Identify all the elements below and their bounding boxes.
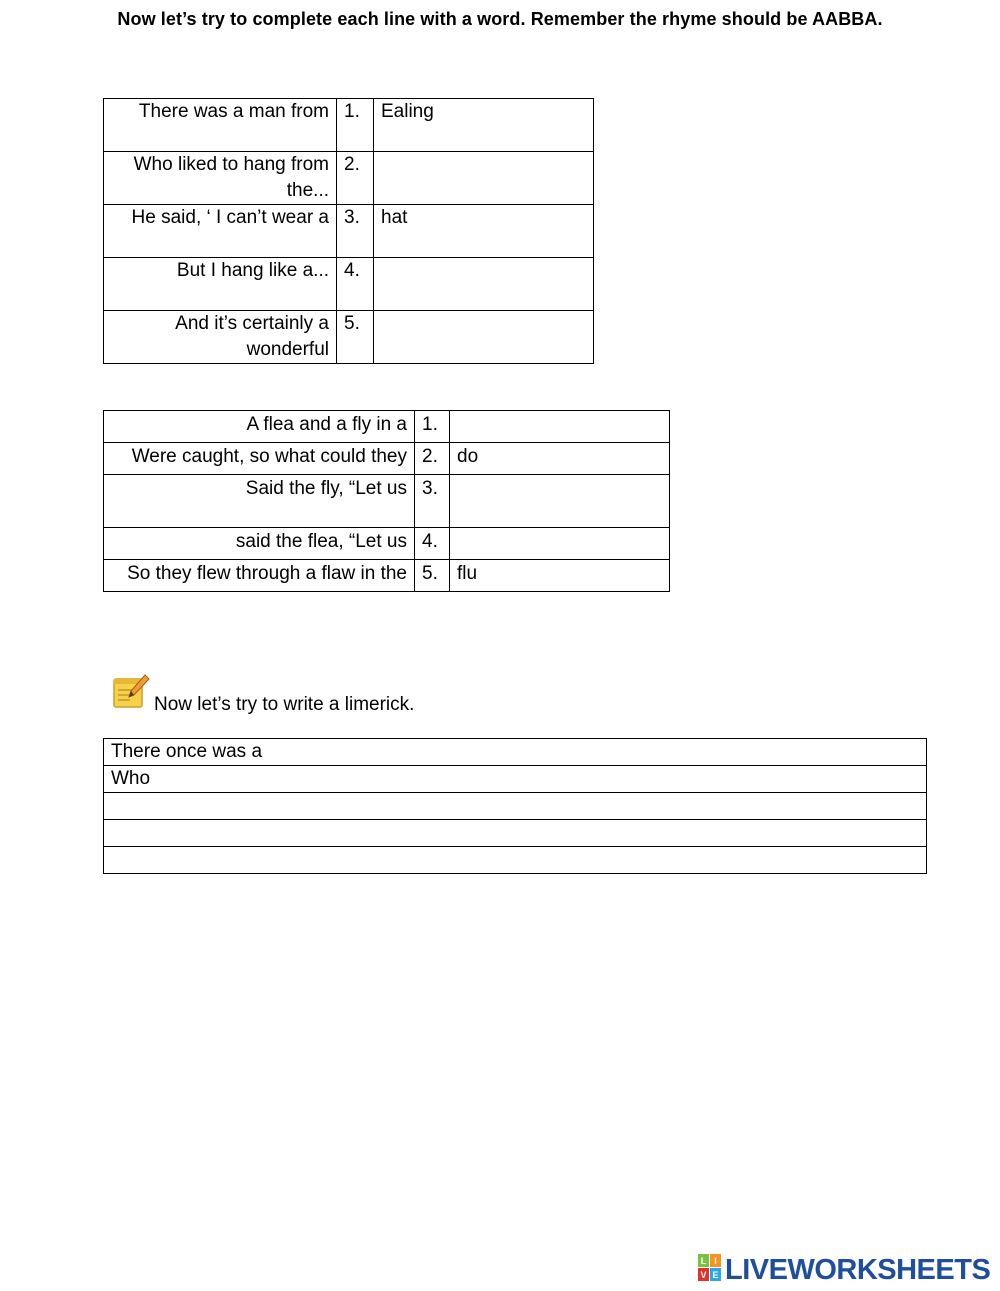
write-line-field[interactable] [104, 820, 927, 847]
table-row [104, 152, 594, 205]
table-row [104, 99, 594, 152]
line-number: 2. [337, 152, 374, 205]
table-row [104, 205, 594, 258]
write-line-field[interactable] [104, 793, 927, 820]
answer-field[interactable] [374, 258, 594, 311]
table-row [104, 766, 927, 793]
write-prompt [112, 676, 414, 716]
answer-field[interactable] [450, 528, 670, 560]
write-line-field[interactable]: There once was a [104, 739, 927, 766]
limerick-table-2 [103, 410, 670, 592]
answer-field[interactable]: flu [450, 560, 670, 592]
limerick-line: But I hang like a... [104, 258, 337, 311]
limerick-line: A flea and a fly in a [104, 411, 415, 443]
limerick-line: There was a man from [104, 99, 337, 152]
line-number: 5. [337, 311, 374, 364]
answer-field[interactable]: Ealing [374, 99, 594, 152]
liveworksheets-logo [698, 1254, 990, 1287]
limerick-line: And it’s certainly a wonderful [104, 311, 337, 364]
table-row [104, 847, 927, 874]
line-number: 2. [415, 443, 450, 475]
line-number: 1. [415, 411, 450, 443]
limerick-line: Said the fly, “Let us [104, 475, 415, 528]
table-row [104, 443, 670, 475]
write-line-field[interactable]: Who [104, 766, 927, 793]
table-row [104, 311, 594, 364]
badge-letter: V [700, 1270, 707, 1280]
limerick-line: Who liked to hang from the... [104, 152, 337, 205]
limerick-line: He said, ‘ I can’t wear a [104, 205, 337, 258]
table-row [104, 475, 670, 528]
table-row [104, 528, 670, 560]
table-row [104, 793, 927, 820]
badge-letter: I [714, 1256, 717, 1266]
limerick-line: So they flew through a flaw in the [104, 560, 415, 592]
write-prompt-text: Now let’s try to write a limerick. [154, 694, 415, 715]
table-row [104, 258, 594, 311]
notepad-pencil-icon [112, 673, 150, 716]
limerick-line: said the flea, “Let us [104, 528, 415, 560]
line-number: 3. [415, 475, 450, 528]
write-limerick-table [103, 738, 927, 874]
answer-field[interactable]: hat [374, 205, 594, 258]
table-row [104, 411, 670, 443]
table-row [104, 820, 927, 847]
line-number: 4. [415, 528, 450, 560]
answer-field[interactable] [450, 475, 670, 528]
live-badge-icon [698, 1254, 722, 1287]
badge-letter: L [700, 1256, 707, 1266]
answer-field[interactable] [450, 411, 670, 443]
brand-name: LIVEWORKSHEETS [725, 1254, 991, 1286]
write-line-field[interactable] [104, 847, 927, 874]
limerick-line: Were caught, so what could they [104, 443, 415, 475]
answer-field[interactable] [374, 311, 594, 364]
limerick-table-1 [103, 98, 594, 364]
table-row [104, 560, 670, 592]
answer-field[interactable] [374, 152, 594, 205]
line-number: 5. [415, 560, 450, 592]
line-number: 1. [337, 99, 374, 152]
table-row [104, 739, 927, 766]
badge-letter: E [712, 1270, 719, 1280]
line-number: 4. [337, 258, 374, 311]
line-number: 3. [337, 205, 374, 258]
instructions-heading: Now let’s try to complete each line with a word. Remember the rhyme should be AABBA. [117, 9, 883, 29]
answer-field[interactable]: do [450, 443, 670, 475]
